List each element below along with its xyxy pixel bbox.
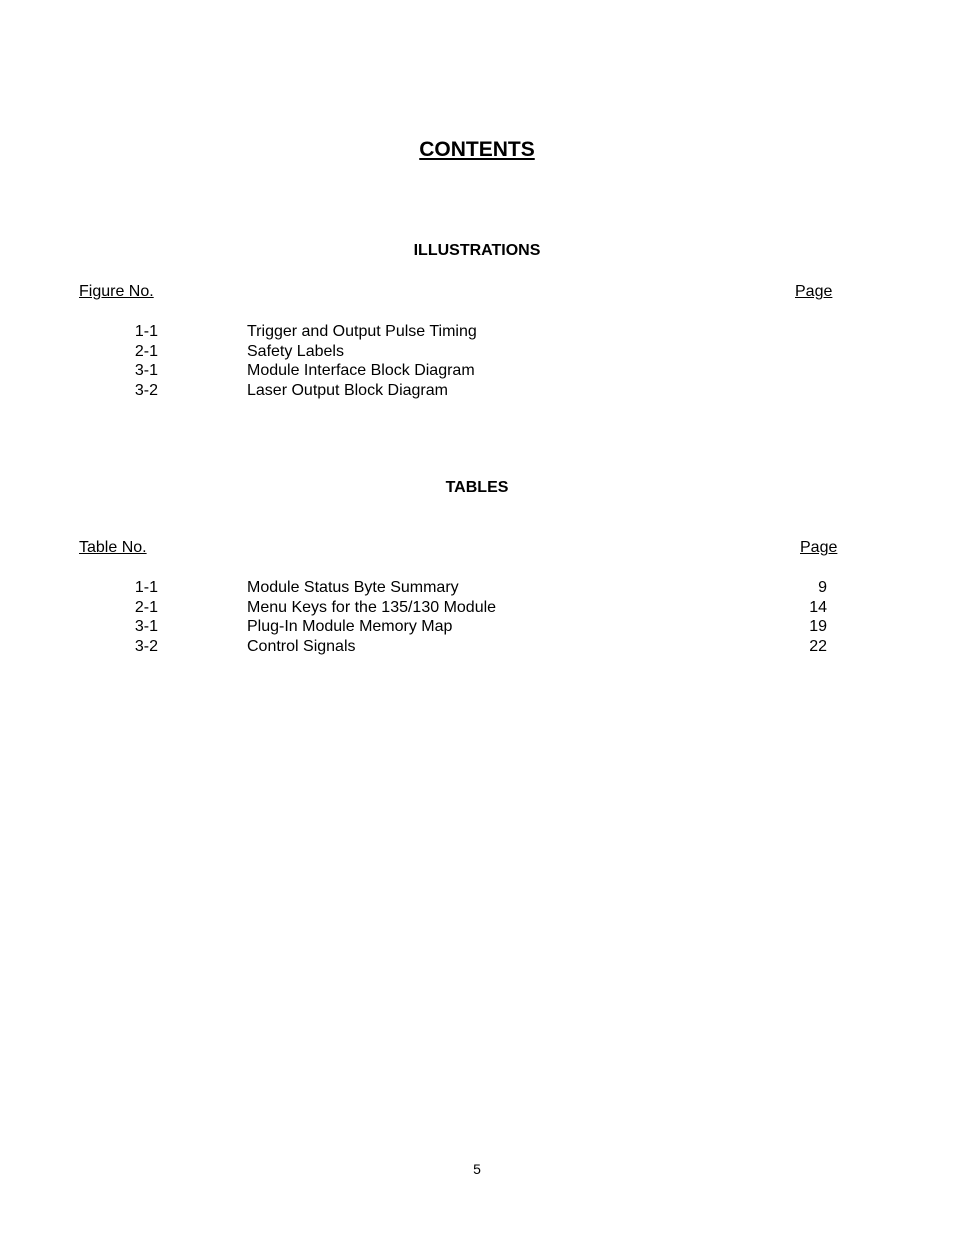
figure-page-column-header: Page <box>795 283 833 300</box>
table-page: 9 <box>818 579 827 596</box>
figure-title: Module Interface Block Diagram <box>247 362 475 380</box>
table-title: Plug-In Module Memory Map <box>247 618 453 636</box>
figure-number: 1-1 <box>134 323 158 340</box>
table-number: 3-1 <box>134 618 158 636</box>
table-number: 2-1 <box>134 598 158 616</box>
figure-title: Laser Output Block Diagram <box>247 381 448 399</box>
figure-number: 3-1 <box>134 362 158 380</box>
figure-number: 3-2 <box>134 381 158 399</box>
figure-entry <box>0 361 954 381</box>
tables-heading: TABLES <box>445 479 509 496</box>
table-list <box>0 578 954 656</box>
table-page-column-header: Page <box>800 539 838 556</box>
figure-number: 2-1 <box>134 342 158 360</box>
table-title: Module Status Byte Summary <box>247 579 459 596</box>
table-number: 1-1 <box>134 579 158 596</box>
figure-entry <box>0 342 954 362</box>
table-page: 22 <box>809 637 827 655</box>
table-number: 3-2 <box>134 637 158 655</box>
table-number-column-header: Table No. <box>79 539 147 556</box>
table-page: 14 <box>809 598 827 616</box>
page-number: 5 <box>473 1161 481 1177</box>
figure-list <box>0 322 954 400</box>
illustrations-heading: ILLUSTRATIONS <box>413 242 541 259</box>
table-title: Control Signals <box>247 637 356 655</box>
table-page: 19 <box>809 618 827 636</box>
figure-entry <box>0 381 954 401</box>
table-entry <box>0 598 954 618</box>
table-entry <box>0 617 954 637</box>
table-entry <box>0 578 954 598</box>
figure-title: Trigger and Output Pulse Timing <box>247 323 477 340</box>
figure-entry <box>0 322 954 342</box>
table-entry <box>0 637 954 657</box>
page-title: CONTENTS <box>419 138 535 161</box>
figure-number-column-header: Figure No. <box>79 283 154 300</box>
figure-title: Safety Labels <box>247 342 344 360</box>
table-title: Menu Keys for the 135/130 Module <box>247 598 497 616</box>
